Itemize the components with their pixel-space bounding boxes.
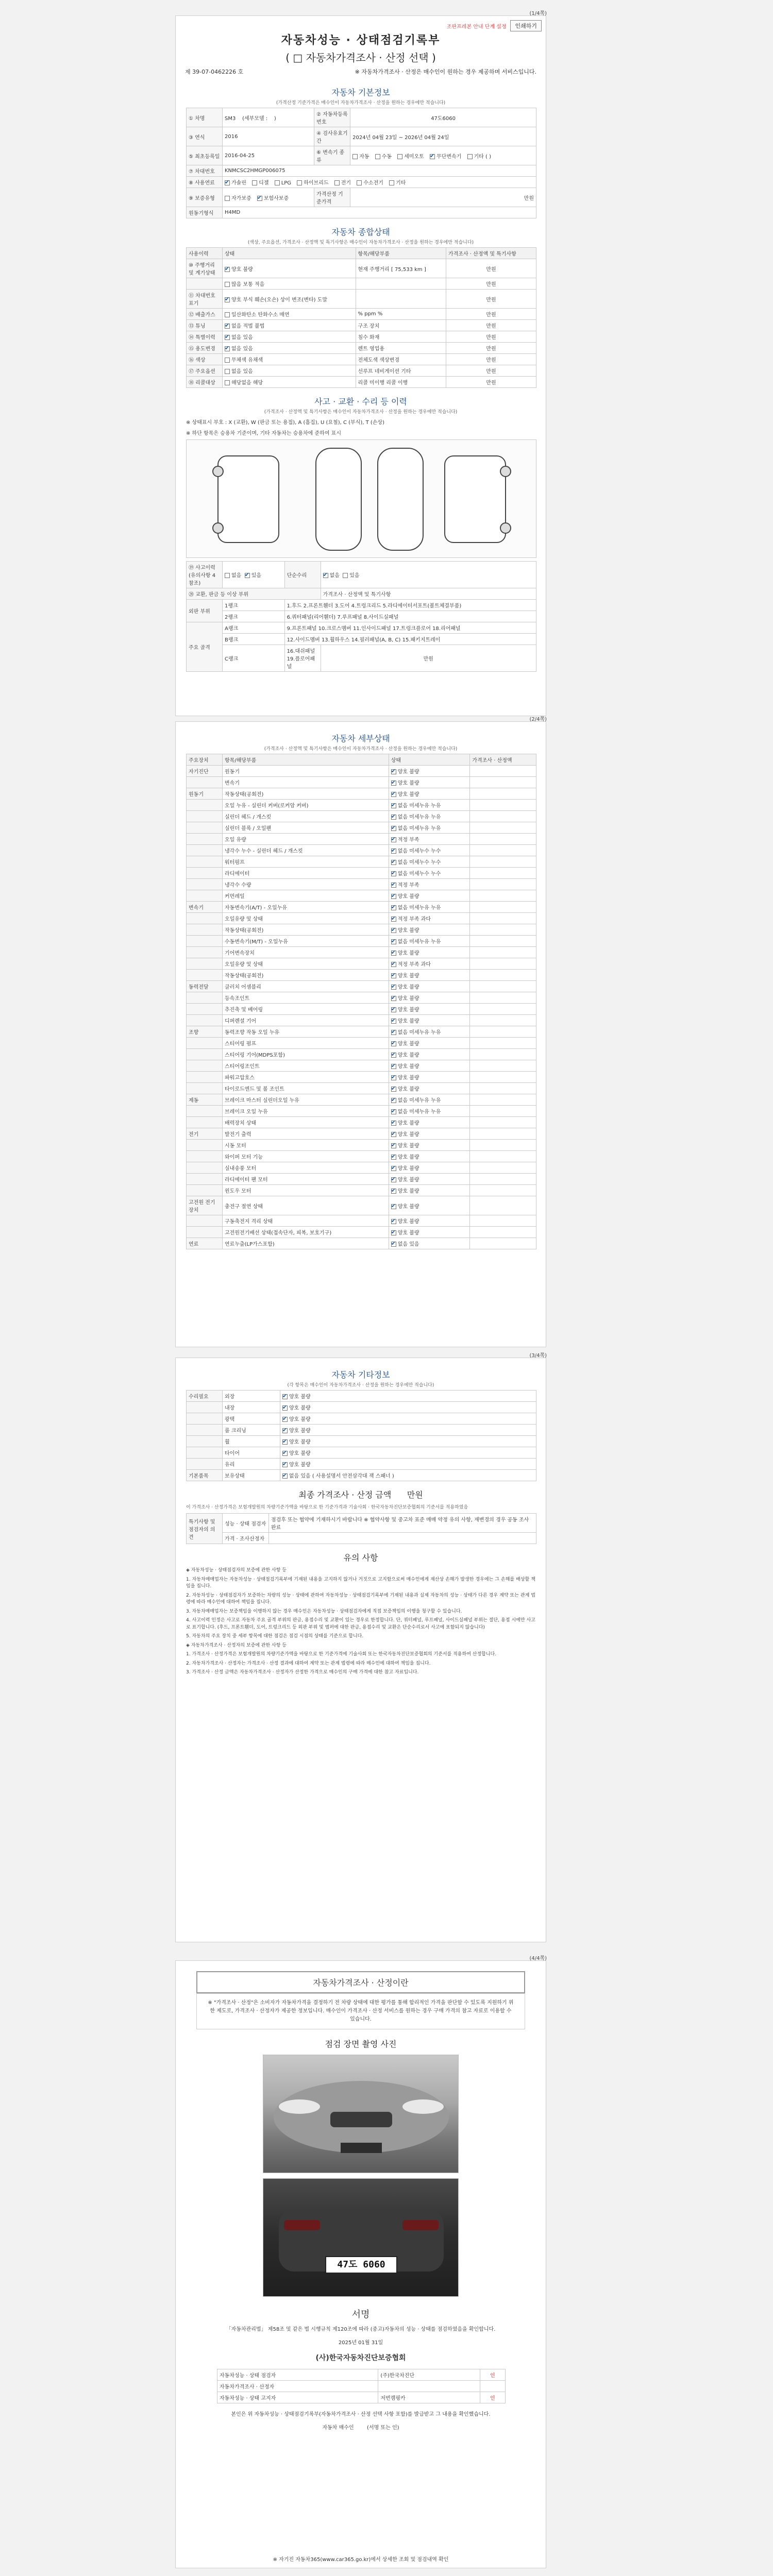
basic-section-title: 자동차 기본정보 [331, 88, 390, 97]
table-row: 자동차가격조사 · 산정자 [217, 2381, 506, 2392]
car-rear-illustration [263, 2179, 459, 2297]
special-text: 점검후 또는 협약에 기재하시기 바랍니다 ※ 협약사항 및 중고차 표준 매매 약정 유의 사항, 재변경의 경우 공동 조사 완료 [269, 1514, 536, 1533]
col-item: 사용이력 [187, 248, 223, 259]
checkbox-checked-icon[interactable] [391, 1143, 396, 1148]
checkbox-checked-icon[interactable] [225, 324, 230, 329]
basic-section-note: (가격산정 기준가격은 매수인이 자동차가격조사 · 산정을 원하는 경우에만 적습니다) [276, 100, 446, 106]
table-row: 광택 ✔ 양호 불량 [187, 1413, 536, 1425]
checkbox-checked-icon[interactable] [391, 985, 396, 990]
checkbox-checked-icon[interactable] [282, 1405, 288, 1411]
checkbox-checked-icon[interactable] [391, 883, 396, 888]
table-row: 스티어링 기어(MDPS포함) ✔ 양호 불량 [187, 1049, 536, 1060]
checkbox-icon[interactable] [375, 154, 380, 159]
accident-price-unit: 만원 [321, 645, 536, 672]
checkbox-checked-icon[interactable] [391, 928, 396, 933]
car-left-view [217, 455, 279, 543]
table-row: 고전원전기배선 상태(접속단자, 피복, 보호기구) ✔ 양호 불량 [187, 1227, 536, 1238]
other-section-title: 자동차 기타정보 [331, 1370, 390, 1380]
table-row: 작동상태(공회전) ✔ 양호 불량 [187, 924, 536, 936]
accident-label: ⑲ 사고이력(유의사항 4 참조) [187, 562, 223, 588]
special-sub: 성능 · 상태 점검자 [223, 1514, 269, 1533]
price-label: 가격산정 기준가격 [314, 188, 350, 207]
stamp: 인 [480, 2392, 505, 2403]
first-reg-label: ⑤ 최초등록일 [187, 146, 223, 165]
info-banner-text: ※ "가격조사 · 산정"은 소비자가 자동차가격을 결정하기 전 차량 상태에 대한 평가를 통해 합리적인 가격을 판단할 수 있도록 지원하기 위한 제도로, 가격조사 · 산정자가 제공한 정보입니다. 매수인이 가격조사 · 산정 서비스를 원하는 경우 구매 가격의 참고 자료로 이용할 수 있습니다. [196, 1993, 525, 2029]
signature-date: 2025년 01월 31일 [338, 2340, 383, 2346]
checkbox-checked-icon[interactable] [225, 267, 230, 272]
table-row: 조향 동력조향 작동 오일 누유 ✔ 없음 미세누유 누유 [187, 1026, 536, 1038]
table-row: 디퍼렌셜 기어 ✔ 양호 불량 [187, 1015, 536, 1026]
table-row: 오일유량 및 상태 ✔ 적정 부족 과다 [187, 913, 536, 924]
checkbox-icon[interactable] [225, 282, 230, 287]
print-button[interactable]: 인쇄하기 [510, 20, 542, 31]
checkbox-checked-icon[interactable] [391, 917, 396, 922]
page-indicator: (3/4쪽) [529, 1353, 547, 1359]
checkbox-checked-icon[interactable] [391, 951, 396, 956]
table-row: ⑪ 차대번호 표기 ✔양호 부식 훼손(오손) 상이 변조(변타) 도말 만원 [187, 290, 536, 309]
table-row: ⑩ 주행거리 및 계기상태 ✔양호 불량 현재 주행거리 [ 75,533 km ] 만원 [187, 259, 536, 278]
checkbox-icon[interactable] [467, 154, 473, 159]
table-row: 배력장치 상태 ✔ 양호 불량 [187, 1117, 536, 1128]
table-row: 기본품목 보유상태 ✔ 없음 있음 ( 사용설명서 안전삼각대 잭 스패너 ) [187, 1470, 536, 1481]
table-row: 냉각수 누수 - 실린더 헤드 / 개스킷 ✔ 없음 미세누수 누수 [187, 845, 536, 856]
info-banner-title: 자동차가격조사 · 산정이란 [196, 1971, 525, 1993]
table-row: 연료 연료누출(LP가스포함) ✔ 없음 있음 [187, 1238, 536, 1249]
checkbox-checked-icon[interactable] [391, 826, 396, 831]
checkbox-checked-icon[interactable] [391, 1177, 396, 1182]
transmission-options: 자동 수동 세미오토 ✔ 무단변속기 기타 ( ) [350, 146, 536, 165]
accident-section-title: 사고 · 교환 · 수리 등 이력 [314, 397, 407, 406]
footer-note: ※ 자기진 자동차365(www.car365.go.kr)에서 상세한 조회 및 점검내역 확인 [273, 2557, 449, 2563]
table-row: 윈도우 모터 ✔ 양호 불량 [187, 1185, 536, 1196]
signature-text: 「자동차관리법」 제58조 및 같은 법 시행규칙 제120조에 따라 (중고)자동차의 성능 · 상태를 점검하였음을 확인합니다. [226, 2327, 496, 2332]
overview-table [186, 247, 536, 388]
fuel-options: ✔ 가솔린 디젤 LPG 하이브리드 전기 수소전기 기타 [223, 177, 536, 188]
checkbox-icon[interactable] [225, 358, 230, 363]
checkbox-icon[interactable] [225, 312, 230, 317]
top-toolbar [447, 20, 542, 31]
checkbox-checked-icon[interactable] [282, 1417, 288, 1422]
table-row: 수리필요 외장 ✔ 양호 불량 [187, 1391, 536, 1402]
table-row: 실린더 블록 / 오일팬 ✔ 없음 미세누유 누유 [187, 822, 536, 834]
rank-a: A랭크 [223, 622, 285, 634]
detail-section-note: (가격조사 · 산정액 및 특기사항은 매수인이 자동차가격조사 · 산정을 원하는 경우에만 적습니다) [264, 747, 458, 752]
table-row: 변속기 ✔ 양호 불량 [187, 777, 536, 788]
table-row: 룸 크리닝 ✔ 양호 불량 [187, 1425, 536, 1436]
special-sub-2: 가격 · 조사산정자 [223, 1533, 269, 1544]
checkbox-checked-icon[interactable] [430, 154, 435, 159]
table-row: 와이퍼 모터 기능 ✔ 양호 불량 [187, 1151, 536, 1162]
checkbox-icon[interactable] [357, 180, 362, 185]
rank-c-items: 16.대쉬패널 19.플로어패널 [284, 645, 321, 672]
checkbox-checked-icon[interactable] [391, 1132, 396, 1137]
checkbox-icon[interactable] [252, 180, 257, 185]
checkbox-checked-icon[interactable] [391, 996, 396, 1001]
checkbox-checked-icon[interactable] [282, 1462, 288, 1467]
col-price: 가격조사 · 산정액 [470, 754, 536, 766]
checkbox-checked-icon[interactable] [391, 871, 396, 876]
checkbox-checked-icon[interactable] [391, 781, 396, 786]
table-row: 타이로드엔드 및 볼 조인트 ✔ 양호 불량 [187, 1083, 536, 1094]
rear-photo [263, 2178, 459, 2297]
checkbox-checked-icon[interactable] [391, 769, 396, 774]
table-row: ⑮ 용도변경 ✔ 없음 있음 렌트 영업용 만원 [187, 343, 536, 354]
checkbox-checked-icon[interactable] [225, 346, 230, 351]
accident-section-note: (가격조사 · 산정액 및 특기사항은 매수인이 자동차가격조사 · 산정을 원하는 경우에만 적습니다) [264, 410, 458, 415]
checkbox-icon[interactable] [397, 154, 402, 159]
table-row: 원동기 작동상태(공회전) ✔ 양호 불량 [187, 788, 536, 800]
table-row: 라디에이터 팬 모터 ✔ 양호 불량 [187, 1174, 536, 1185]
warranty-label: ⑨ 보증유형 [187, 188, 223, 207]
first-reg-value: 2016-04-25 [223, 146, 314, 165]
main-frame-label: 주요 골격 [187, 622, 223, 672]
checkbox-checked-icon[interactable] [391, 1242, 396, 1247]
license-plate: 47도 6060 [325, 2256, 397, 2274]
fuel-label: ⑧ 사용연료 [187, 177, 223, 188]
rank-c: C랭크 [223, 645, 285, 672]
car-frame-view [377, 448, 424, 551]
table-row: 많음 보통 적음 만원 [187, 278, 536, 290]
page-indicator: (1/4쪽) [529, 11, 547, 16]
car-front-illustration [263, 2055, 459, 2173]
table-row: 휠 ✔ 양호 불량 [187, 1436, 536, 1447]
checkbox-checked-icon[interactable] [391, 962, 396, 967]
checkbox-checked-icon[interactable] [391, 1204, 396, 1209]
overview-section-note: (색상, 주요옵션, 가격조사 · 산정액 및 특기사항은 매수인이 자동차가격조사 · 산정을 원하는 경우에만 적습니다) [247, 240, 474, 245]
checkbox-checked-icon[interactable] [225, 180, 230, 185]
table-row: 작동상태(공회전) ✔ 양호 불량 [187, 970, 536, 981]
rank-2: 2랭크 [223, 611, 285, 622]
other-section-note: (각 항목은 매수인이 자동차가격조사 · 산정을 원하는 경우에만 적습니다) [287, 1383, 434, 1388]
basic-info-table [186, 108, 536, 218]
legend-text: ※ 상태표시 부호 : X (교환), W (판금 또는 용접), A (흠집), U (요철), C (부식), T (손상) [186, 420, 385, 426]
accident-table: ⑲ 사고이력(유의사항 4 참조) 없음 ✔ 있음 단순수리 ✔ 없음 있음 ⑳ 교환, 판금 등 이상 부위 가격조사 · 산정액 및 특기사항 외판 부위 1랭크 1.후드 2.프론트휀더 3.도어 4.트렁크리드 5.라디에이터서포트(볼트체결부품) 2랭크 6.쿼터패널(리어휀더) 7.루프패널 8.사이드실패널 주요 골격 A랭크 9.프론트패널 10.크로스멤버 11.인사이드패널 17.트렁크플로어 18.리어패널 B랭크 12.사이드멤버 13.휠하우스 14.필러패널(A, B, C) 15.패키지트레이 C랭크 16.대쉬패널 19.플로어패널 만원 [186, 561, 536, 672]
table-row: 시동 모터 ✔ 양호 불량 [187, 1140, 536, 1151]
signature-table [217, 2369, 506, 2403]
final-price-title: 최종 가격조사 · 산정 금액 만원 [298, 1490, 423, 1500]
motor-value: H4MD [223, 207, 536, 218]
checkbox-checked-icon[interactable] [391, 792, 396, 797]
checkbox-checked-icon[interactable] [282, 1473, 288, 1479]
exchange-label: ⑳ 교환, 판금 등 이상 부위 [187, 588, 321, 600]
legend-text-2: ※ 하단 항목은 승용차 기준이며, 기타 자동차는 승용차에 준하여 표시 [186, 431, 341, 436]
car-right-view [444, 455, 506, 543]
checkbox-checked-icon[interactable] [391, 1230, 396, 1235]
table-row: 변속기 자동변속기(A/T) - 오일누유 ✔ 없음 미세누유 누유 [187, 902, 536, 913]
checkbox-icon[interactable] [389, 180, 394, 185]
exchange-price-label: 가격조사 · 산정액 및 특기사항 [321, 588, 536, 600]
table-row: 기어변속장치 ✔ 양호 불량 [187, 947, 536, 958]
checkbox-checked-icon[interactable] [391, 1019, 396, 1024]
vin-value: KNMCSC2HMGP006075 [223, 165, 536, 177]
checkbox-checked-icon[interactable] [257, 196, 262, 201]
table-row: ⑭ 특별이력 ✔ 없음 있음 침수 화재 만원 [187, 331, 536, 343]
checkbox-icon[interactable] [297, 180, 302, 185]
detail-section-title: 자동차 세부상태 [331, 734, 390, 743]
checkbox-checked-icon[interactable] [391, 815, 396, 820]
table-row: 제동 브레이크 마스터 실린더오일 누유 ✔ 없음 미세누유 누유 [187, 1094, 536, 1106]
car-diagram [186, 439, 536, 558]
car-name-label: ① 차명 [187, 108, 223, 127]
car-top-view [315, 448, 362, 551]
table-row: 유리 ✔ 양호 불량 [187, 1459, 536, 1470]
checkbox-checked-icon[interactable] [245, 573, 250, 578]
caution-body: ◈ 자동차성능 · 상태점검자의 보증에 관한 사항 등 1. 자동차매매업자는 자동차성능 · 상태점검기록부에 기재된 내용을 고지하지 않거나 거짓으로 고지함으로써 매수인에게 재산상 손해가 발생한 경우에는 그 손해를 배상할 책임을 집니다. 2. 자동차성능 · 상태점검자가 보증하는 차량의 성능 · 상태에 관하여 자동차성능 · 상태점검기록부에 기재된 내용과 실제 자동차의 성능 · 상태가 다른 경우 계약 또는 관계 법령에 따라 매수인에 대하여 책임을 집니다. 3. 자동차매매업자는 보증책임을 이행하지 않는 경우 매수인은 자동차성능 · 상태점검자에게 직접 보증책임의 이행을 청구할 수 있습니다. 4. 사고이력 인정은 사고로 자동차 주요 골격 부위의 판금, 용접수리 및 교환이 있는 경우로 한정합니다. 단, 쿼터패널, 루프패널, 사이드실패널 부위는 절단, 용접 시에만 사고로 표기합니다. (후드, 프론트휀더, 도어, 트렁크리드 등 외판 부위 및 범퍼에 대한 판금, 용접수리 및 교환은 단순수리로서 사고에 포함되지 않습니다) 5. 자동차의 주요 장치 중 세부 항목에 대한 점검은 점검 시점의 상태를 기준으로 합니다. ◈ 자동차가격조사 · 산정자의 보증에 관한 사항 등 1. 가격조사 · 산정가격은 보험개발원의 차량기준가액을 바탕으로 한 기준가격에 기술사회 또는 한국자동차진단보증협회의 기준서를 적용하여 산정합니다. 2. 자동차가격조사 · 산정자는 가격조사 · 산정 결과에 대하여 계약 또는 관계 법령에 따라 매수인에 대하여 책임을 집니다. 3. 가격조사 · 산정 금액은 자동차가격조사 · 산정자가 산정한 가격으로 매수인의 구매 가격에 대한 참고 자료입니다. [186, 1568, 535, 1675]
other-info-table [186, 1390, 536, 1481]
table-row: 브레이크 오일 누유 ✔ 없음 미세누유 누유 [187, 1106, 536, 1117]
plate-label: ② 자동차등록번호 [314, 108, 350, 127]
table-row: 구동축전지 격리 상태 ✔ 양호 불량 [187, 1215, 536, 1227]
checkbox-checked-icon[interactable] [391, 1053, 396, 1058]
checkbox-checked-icon[interactable] [391, 894, 396, 899]
wheel-icon [212, 522, 224, 534]
rank-2-items: 6.쿼터패널(리어휀더) 7.루프패널 8.사이드실패널 [284, 611, 536, 622]
table-row: ⑬ 튜닝 ✔ 없음 적법 불법 구조 장치 만원 [187, 320, 536, 331]
col-detail: 항목/해당부품 [356, 248, 446, 259]
table-row: 전기 발전기 출력 ✔ 양호 불량 [187, 1128, 536, 1140]
year-value: 2016 [223, 127, 314, 146]
checkbox-checked-icon[interactable] [391, 1189, 396, 1194]
checkbox-checked-icon[interactable] [391, 849, 396, 854]
warning-text: ※ 자동차가격조사 · 산정은 매수인이 원하는 경우 제공하며 서비스입니다. [355, 69, 536, 75]
special-label: 특기사항 및 점검자의 의견 [187, 1514, 223, 1544]
table-row: 오일 누유 - 실린더 커버(로커암 커버) ✔ 없음 미세누유 누유 [187, 800, 536, 811]
table-row: 수동변속기(M/T) - 오일누유 ✔ 없음 미세누유 누유 [187, 936, 536, 947]
checkbox-checked-icon[interactable] [391, 1109, 396, 1114]
checkbox-icon[interactable] [225, 196, 230, 201]
document-subtitle: ( □ 자동차가격조사 · 산정 선택 ) [285, 52, 436, 64]
special-notes-table [186, 1513, 536, 1544]
table-row: 동력전달 클러치 어셈블리 ✔ 양호 불량 [187, 981, 536, 992]
table-row: 오일 유량 ✔ 적정 부족 [187, 834, 536, 845]
checkbox-checked-icon[interactable] [391, 939, 396, 944]
inspection-period: 2024년 04월 23일 ~ 2026년 04월 24일 [350, 127, 536, 146]
rank-b: B랭크 [223, 634, 285, 645]
checkbox-checked-icon[interactable] [391, 1075, 396, 1080]
doc-number: 제 39-07-0462226 호 [185, 69, 244, 75]
table-row: ⑫ 배출가스 일산화탄소 탄화수소 매연 % ppm % 만원 [187, 309, 536, 320]
plate-number: 47도6060 [350, 108, 536, 127]
checkbox-checked-icon[interactable] [391, 837, 396, 842]
table-row: 스티어링 펌프 ✔ 양호 불량 [187, 1038, 536, 1049]
signature-title: 서명 [351, 2309, 370, 2320]
checkbox-icon[interactable] [334, 180, 340, 185]
page-3 [175, 1353, 547, 1942]
table-row: 실린더 헤드 / 개스킷 ✔ 없음 미세누유 누유 [187, 811, 536, 822]
checkbox-checked-icon[interactable] [282, 1394, 288, 1399]
checkbox-checked-icon[interactable] [391, 973, 396, 978]
col-item: 항목/해당부품 [223, 754, 389, 766]
photo-title: 점검 장면 촬영 사진 [325, 2039, 397, 2049]
wheel-icon [500, 466, 511, 477]
doc-number-row [176, 64, 546, 79]
table-row: 자동차성능 · 상태 점검자 (주)한국차진단 인 [217, 2369, 506, 2381]
col-state: 상태 [223, 248, 356, 259]
table-row: 등속조인트 ✔ 양호 불량 [187, 992, 536, 1004]
table-row: ⑰ 주요옵션 없음 있음 선루프 네비게이션 기타 만원 [187, 365, 536, 377]
table-row: 오일유량 및 상태 ✔ 적정 부족 과다 [187, 958, 536, 970]
checkbox-icon[interactable] [275, 180, 280, 185]
wheel-icon [500, 522, 511, 534]
document-title: 자동차성능 · 상태점검기록부 [281, 34, 441, 47]
table-row: 타이어 ✔ 양호 불량 [187, 1447, 536, 1459]
signature-org: (사)한국자동차진단보증협회 [315, 2354, 406, 2362]
checkbox-icon[interactable] [352, 154, 358, 159]
year-label: ③ 연식 [187, 127, 223, 146]
rank-a-items: 9.프론트패널 10.크로스멤버 11.인사이드패널 17.트렁크플로어 18.리어패널 [284, 622, 536, 634]
front-photo [263, 2055, 459, 2173]
car-name: SM3 (세부모델 : ) [223, 108, 314, 127]
checkbox-checked-icon[interactable] [391, 1087, 396, 1092]
table-row: 자기진단 원동기 ✔ 양호 불량 [187, 766, 536, 777]
col-state: 상태 [389, 754, 470, 766]
caution-title: 유의 사항 [343, 1553, 378, 1563]
wheel-icon [212, 466, 224, 477]
table-row: 라디에이터 ✔ 없음 미세누수 누수 [187, 868, 536, 879]
motor-label: 원동기형식 [187, 207, 223, 218]
checkbox-icon[interactable] [225, 573, 230, 578]
vin-label: ⑦ 차대번호 [187, 165, 223, 177]
checkbox-icon[interactable] [343, 573, 348, 578]
checkbox-checked-icon[interactable] [391, 860, 396, 865]
checkbox-checked-icon[interactable] [391, 1121, 396, 1126]
outer-label: 외판 부위 [187, 600, 223, 622]
table-row: 고전원 전기장치 충전구 절연 상태 ✔ 양호 불량 [187, 1196, 536, 1215]
rank-1: 1랭크 [223, 600, 285, 611]
caution-heading: ◈ 자동차성능 · 상태점검자의 보증에 관한 사항 등 [186, 1568, 287, 1573]
table-row: 워터펌프 ✔ 없음 미세누수 누수 [187, 856, 536, 868]
checkbox-checked-icon[interactable] [391, 1041, 396, 1046]
checkbox-checked-icon[interactable] [225, 297, 230, 302]
page-2 [175, 717, 547, 1347]
receipt-sign-row: 자동차 매수인 (서명 또는 인) [322, 2425, 399, 2431]
page-4 [175, 1956, 547, 2568]
checkbox-checked-icon[interactable] [282, 1439, 288, 1445]
table-row: 냉각수 수량 ✔ 적정 부족 [187, 879, 536, 890]
table-row: 내장 ✔ 양호 불량 [187, 1402, 536, 1413]
rank-b-items: 12.사이드멤버 13.휠하우스 14.필러패널(A, B, C) 15.패키지트레이 [284, 634, 536, 645]
table-row: 자동차성능 · 상태 고지자 저번캠핑카 인 [217, 2392, 506, 2403]
col-price: 가격조사 · 산정액 및 특기사항 [446, 248, 536, 259]
overview-section-title: 자동차 종합상태 [331, 227, 390, 237]
table-row: 추진축 및 베어링 ✔ 양호 불량 [187, 1004, 536, 1015]
receipt-text: 본인은 위 자동차성능 · 상태점검기록부(자동차가격조사 · 산정 선택 사항 포함)를 발급받고 그 내용을 확인했습니다. [231, 2412, 491, 2418]
checkbox-checked-icon[interactable] [391, 905, 396, 910]
rank-1-items: 1.후드 2.프론트휀더 3.도어 4.트렁크리드 5.라디에이터서포트(볼트체결부품) [284, 600, 536, 611]
table-row: 커먼레일 ✔ 양호 불량 [187, 890, 536, 902]
table-row: 스티어링조인트 ✔ 양호 불량 [187, 1060, 536, 1072]
checkbox-checked-icon[interactable] [391, 1166, 396, 1171]
transmission-label: ⑥ 변속기 종류 [314, 146, 350, 165]
checkbox-checked-icon[interactable] [391, 1030, 396, 1035]
warranty-options: 자가보증 ✔ 보험사보증 [223, 188, 314, 207]
inspection-period-label: ④ 검사유효기간 [314, 127, 350, 146]
checkbox-checked-icon[interactable] [391, 803, 396, 808]
checkbox-checked-icon[interactable] [391, 1155, 396, 1160]
table-row: ⑱ 리콜대상 해당없음 해당 리콜 미이행 리콜 이행 만원 [187, 377, 536, 388]
caution-heading-2: ◈ 자동차가격조사 · 산정자의 보증에 관한 사항 등 [186, 1642, 287, 1648]
page-1 [175, 11, 547, 716]
price-unit: 만원 [350, 188, 536, 207]
detail-table [186, 754, 536, 1249]
checkbox-icon[interactable] [225, 369, 230, 374]
table-row: ⑯ 색상 무채색 유채색 전체도색 색상변경 만원 [187, 354, 536, 365]
checkbox-checked-icon[interactable] [391, 1098, 396, 1103]
page-indicator: (4/4쪽) [529, 1956, 547, 1961]
page-indicator: (2/4쪽) [529, 717, 547, 722]
checkbox-checked-icon[interactable] [323, 573, 328, 578]
checkbox-icon[interactable] [225, 380, 230, 385]
table-row: 실내송풍 모터 ✔ 양호 불량 [187, 1162, 536, 1174]
stamp: 인 [480, 2369, 505, 2381]
guide-link[interactable]: 조판프레본 안내 단계 설정 [446, 24, 507, 30]
checkbox-checked-icon[interactable] [282, 1451, 288, 1456]
col-main: 주요장치 [187, 754, 223, 766]
final-price-note: 이 가격조사 · 산정가격은 보험개발원의 차량기준가액을 바탕으로 한 기준가격과 기술사회 · 한국자동차진단보증협회의 기준서를 적용하였음 [186, 1505, 468, 1510]
checkbox-checked-icon[interactable] [391, 1064, 396, 1069]
simple-repair-label: 단순수리 [284, 562, 321, 588]
checkbox-checked-icon[interactable] [391, 1007, 396, 1012]
table-row: 파워고압호스 ✔ 양호 불량 [187, 1072, 536, 1083]
checkbox-checked-icon[interactable] [225, 335, 230, 340]
checkbox-checked-icon[interactable] [391, 1219, 396, 1224]
checkbox-checked-icon[interactable] [282, 1428, 288, 1433]
